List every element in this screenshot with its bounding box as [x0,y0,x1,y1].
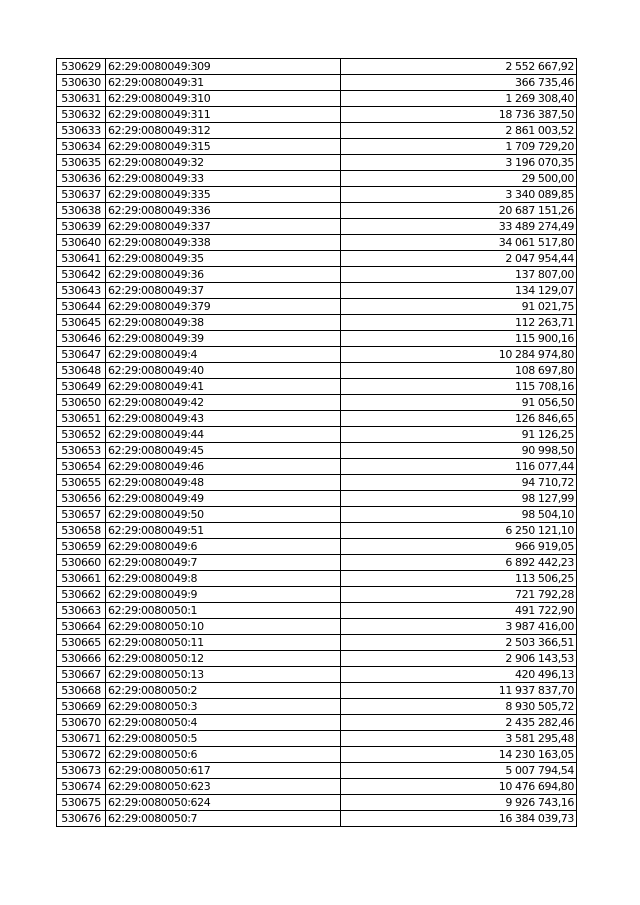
table-row [57,491,577,507]
table-row [57,251,577,267]
cadastral-number-cell: 62:29:0080049:9 [106,587,341,603]
table-row [57,283,577,299]
table-row [57,667,577,683]
row-id-cell: 530662 [57,587,106,603]
row-id-cell: 530639 [57,219,106,235]
row-id-cell: 530659 [57,539,106,555]
row-id-cell: 530634 [57,139,106,155]
row-id-cell: 530661 [57,571,106,587]
value-cell: 1 269 308,40 [341,91,577,107]
row-id-cell: 530664 [57,619,106,635]
table-row [57,411,577,427]
value-cell: 115 708,16 [341,379,577,395]
row-id-cell: 530671 [57,731,106,747]
row-id-cell: 530665 [57,635,106,651]
value-cell: 366 735,46 [341,75,577,91]
cadastral-number-cell: 62:29:0080050:12 [106,651,341,667]
cadastral-number-cell: 62:29:0080049:41 [106,379,341,395]
value-cell: 6 250 121,10 [341,523,577,539]
cadastral-number-cell: 62:29:0080050:624 [106,795,341,811]
value-cell: 113 506,25 [341,571,577,587]
cadastral-number-cell: 62:29:0080049:39 [106,331,341,347]
value-cell: 2 552 667,92 [341,59,577,75]
table-row [57,187,577,203]
cadastral-number-cell: 62:29:0080049:32 [106,155,341,171]
table-row [57,523,577,539]
cadastral-number-cell: 62:29:0080049:312 [106,123,341,139]
value-cell: 91 126,25 [341,427,577,443]
row-id-cell: 530673 [57,763,106,779]
table-row [57,539,577,555]
row-id-cell: 530641 [57,251,106,267]
value-cell: 3 581 295,48 [341,731,577,747]
row-id-cell: 530642 [57,267,106,283]
value-cell: 20 687 151,26 [341,203,577,219]
row-id-cell: 530637 [57,187,106,203]
value-cell: 90 998,50 [341,443,577,459]
row-id-cell: 530630 [57,75,106,91]
value-cell: 420 496,13 [341,667,577,683]
table-row [57,219,577,235]
cadastral-number-cell: 62:29:0080049:40 [106,363,341,379]
cadastral-number-cell: 62:29:0080049:6 [106,539,341,555]
table-row [57,331,577,347]
table-row [57,763,577,779]
value-cell: 94 710,72 [341,475,577,491]
cadastral-number-cell: 62:29:0080049:338 [106,235,341,251]
cadastral-number-cell: 62:29:0080049:45 [106,443,341,459]
cadastral-number-cell: 62:29:0080049:31 [106,75,341,91]
table-row [57,363,577,379]
row-id-cell: 530629 [57,59,106,75]
cadastral-number-cell: 62:29:0080049:309 [106,59,341,75]
value-cell: 1 709 729,20 [341,139,577,155]
cadastral-number-cell: 62:29:0080049:337 [106,219,341,235]
row-id-cell: 530672 [57,747,106,763]
value-cell: 3 987 416,00 [341,619,577,635]
cadastral-number-cell: 62:29:0080050:11 [106,635,341,651]
cadastral-number-cell: 62:29:0080049:310 [106,91,341,107]
row-id-cell: 530644 [57,299,106,315]
table-row [57,587,577,603]
row-id-cell: 530646 [57,331,106,347]
table-row [57,75,577,91]
cadastral-number-cell: 62:29:0080050:6 [106,747,341,763]
value-cell: 2 503 366,51 [341,635,577,651]
table-row [57,651,577,667]
table-row [57,507,577,523]
table-row [57,683,577,699]
row-id-cell: 530631 [57,91,106,107]
row-id-cell: 530652 [57,427,106,443]
row-id-cell: 530655 [57,475,106,491]
row-id-cell: 530670 [57,715,106,731]
value-cell: 16 384 039,73 [341,811,577,827]
cadastral-number-cell: 62:29:0080050:617 [106,763,341,779]
row-id-cell: 530660 [57,555,106,571]
cadastral-number-cell: 62:29:0080050:4 [106,715,341,731]
cadastral-number-cell: 62:29:0080049:48 [106,475,341,491]
cadastral-number-cell: 62:29:0080050:2 [106,683,341,699]
cadastral-number-cell: 62:29:0080049:33 [106,171,341,187]
value-cell: 29 500,00 [341,171,577,187]
cadastral-number-cell: 62:29:0080049:49 [106,491,341,507]
table-row [57,203,577,219]
row-id-cell: 530635 [57,155,106,171]
table-row [57,811,577,827]
cadastral-value-table [56,58,577,827]
row-id-cell: 530640 [57,235,106,251]
cadastral-number-cell: 62:29:0080049:50 [106,507,341,523]
cadastral-number-cell: 62:29:0080050:623 [106,779,341,795]
cadastral-number-cell: 62:29:0080049:44 [106,427,341,443]
cadastral-number-cell: 62:29:0080050:5 [106,731,341,747]
row-id-cell: 530643 [57,283,106,299]
table-row [57,395,577,411]
cadastral-number-cell: 62:29:0080049:51 [106,523,341,539]
table-row [57,795,577,811]
table-row [57,715,577,731]
table-row [57,779,577,795]
row-id-cell: 530656 [57,491,106,507]
table-row [57,347,577,363]
value-cell: 10 476 694,80 [341,779,577,795]
cadastral-number-cell: 62:29:0080049:36 [106,267,341,283]
row-id-cell: 530648 [57,363,106,379]
row-id-cell: 530654 [57,459,106,475]
cadastral-number-cell: 62:29:0080049:46 [106,459,341,475]
row-id-cell: 530657 [57,507,106,523]
row-id-cell: 530636 [57,171,106,187]
value-cell: 126 846,65 [341,411,577,427]
table-row [57,139,577,155]
row-id-cell: 530638 [57,203,106,219]
row-id-cell: 530658 [57,523,106,539]
row-id-cell: 530668 [57,683,106,699]
table-row [57,427,577,443]
row-id-cell: 530666 [57,651,106,667]
cadastral-number-cell: 62:29:0080049:4 [106,347,341,363]
row-id-cell: 530653 [57,443,106,459]
cadastral-number-cell: 62:29:0080050:13 [106,667,341,683]
cadastral-number-cell: 62:29:0080050:7 [106,811,341,827]
row-id-cell: 530674 [57,779,106,795]
value-cell: 98 127,99 [341,491,577,507]
table-row [57,155,577,171]
value-cell: 966 919,05 [341,539,577,555]
value-cell: 116 077,44 [341,459,577,475]
value-cell: 14 230 163,05 [341,747,577,763]
value-cell: 2 435 282,46 [341,715,577,731]
cadastral-number-cell: 62:29:0080049:43 [106,411,341,427]
row-id-cell: 530675 [57,795,106,811]
value-cell: 108 697,80 [341,363,577,379]
row-id-cell: 530669 [57,699,106,715]
table-row [57,571,577,587]
table-row [57,171,577,187]
value-cell: 6 892 442,23 [341,555,577,571]
table-row [57,555,577,571]
table-row [57,731,577,747]
value-cell: 9 926 743,16 [341,795,577,811]
table-row [57,267,577,283]
table-row [57,315,577,331]
table-row [57,59,577,75]
table-row [57,619,577,635]
row-id-cell: 530633 [57,123,106,139]
row-id-cell: 530650 [57,395,106,411]
value-cell: 3 196 070,35 [341,155,577,171]
value-cell: 112 263,71 [341,315,577,331]
value-cell: 98 504,10 [341,507,577,523]
value-cell: 2 861 003,52 [341,123,577,139]
cadastral-number-cell: 62:29:0080049:35 [106,251,341,267]
cadastral-number-cell: 62:29:0080049:336 [106,203,341,219]
row-id-cell: 530649 [57,379,106,395]
table-row [57,123,577,139]
table-row [57,747,577,763]
value-cell: 115 900,16 [341,331,577,347]
table-row [57,91,577,107]
cadastral-number-cell: 62:29:0080049:37 [106,283,341,299]
value-cell: 91 021,75 [341,299,577,315]
cadastral-number-cell: 62:29:0080049:42 [106,395,341,411]
value-cell: 137 807,00 [341,267,577,283]
row-id-cell: 530667 [57,667,106,683]
value-cell: 33 489 274,49 [341,219,577,235]
value-cell: 2 047 954,44 [341,251,577,267]
value-cell: 18 736 387,50 [341,107,577,123]
cadastral-number-cell: 62:29:0080049:8 [106,571,341,587]
table-row [57,443,577,459]
row-id-cell: 530663 [57,603,106,619]
cadastral-number-cell: 62:29:0080049:315 [106,139,341,155]
value-cell: 91 056,50 [341,395,577,411]
value-cell: 11 937 837,70 [341,683,577,699]
table-row [57,475,577,491]
cadastral-number-cell: 62:29:0080049:379 [106,299,341,315]
cadastral-number-cell: 62:29:0080050:1 [106,603,341,619]
value-cell: 721 792,28 [341,587,577,603]
table-row [57,635,577,651]
value-cell: 2 906 143,53 [341,651,577,667]
cadastral-number-cell: 62:29:0080049:7 [106,555,341,571]
row-id-cell: 530645 [57,315,106,331]
cadastral-number-cell: 62:29:0080049:38 [106,315,341,331]
cadastral-number-cell: 62:29:0080049:335 [106,187,341,203]
value-cell: 491 722,90 [341,603,577,619]
value-cell: 134 129,07 [341,283,577,299]
table-row [57,299,577,315]
cadastral-number-cell: 62:29:0080050:3 [106,699,341,715]
value-cell: 10 284 974,80 [341,347,577,363]
row-id-cell: 530651 [57,411,106,427]
cadastral-number-cell: 62:29:0080049:311 [106,107,341,123]
row-id-cell: 530632 [57,107,106,123]
table-body [57,59,577,827]
row-id-cell: 530676 [57,811,106,827]
table-row [57,379,577,395]
table-row [57,603,577,619]
cadastral-number-cell: 62:29:0080050:10 [106,619,341,635]
row-id-cell: 530647 [57,347,106,363]
table-row [57,107,577,123]
value-cell: 8 930 505,72 [341,699,577,715]
table-row [57,699,577,715]
table-row [57,235,577,251]
value-cell: 34 061 517,80 [341,235,577,251]
value-cell: 3 340 089,85 [341,187,577,203]
table-row [57,459,577,475]
value-cell: 5 007 794,54 [341,763,577,779]
